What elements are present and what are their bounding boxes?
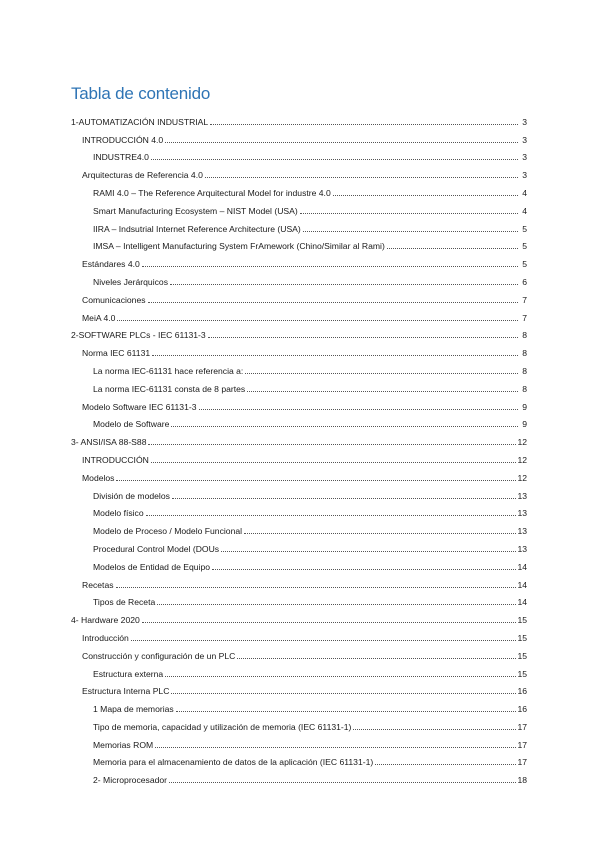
toc-entry-page-number[interactable]: 3 xyxy=(522,116,527,127)
toc-leader-dots xyxy=(155,746,516,748)
toc-leader-dots xyxy=(247,390,518,392)
toc-entry-label[interactable]: MeiA 4.0 xyxy=(82,312,116,323)
toc-entry-label[interactable]: Construcción y configuración de un PLC xyxy=(82,650,236,661)
toc-entry-label[interactable]: Modelo Software IEC 61131-3 xyxy=(82,401,197,412)
toc-entry[interactable] xyxy=(71,750,527,768)
toc-leader-dots xyxy=(205,176,518,178)
toc-entry-label[interactable]: Modelo de Proceso / Modelo Funcional xyxy=(93,526,243,537)
toc-entry-page-number[interactable]: 8 xyxy=(522,348,527,359)
toc-entry-page-number[interactable]: 3 xyxy=(522,134,527,145)
toc-entry-label[interactable]: IIRA – Indsutrial Internet Reference Architecture (USA) xyxy=(93,223,301,234)
toc-entry-label[interactable]: INTRODUCCIÓN xyxy=(82,454,149,465)
toc-leader-dots xyxy=(210,123,518,125)
toc-entry-page-number[interactable]: 7 xyxy=(522,312,527,323)
toc-leader-dots xyxy=(148,301,518,303)
toc-entry-label[interactable]: Tipos de Receta xyxy=(93,597,156,608)
toc-entry-label[interactable]: INDUSTRE4.0 xyxy=(93,152,149,163)
toc-leader-dots xyxy=(221,550,516,552)
toc-entry[interactable] xyxy=(71,501,527,519)
toc-entry-label[interactable]: 2-SOFTWARE PLCs - IEC 61131-3 xyxy=(71,330,206,341)
toc-entry-label[interactable]: Modelo de Software xyxy=(93,419,170,430)
toc-leader-dots xyxy=(146,514,517,516)
toc-entry-page-number[interactable]: 4 xyxy=(522,205,527,216)
toc-leader-dots xyxy=(151,158,518,160)
toc-entry-page-number[interactable]: 14 xyxy=(517,561,527,572)
toc-entry-page-number[interactable]: 13 xyxy=(517,526,527,537)
toc-entry[interactable] xyxy=(71,340,527,358)
toc-leader-dots xyxy=(172,497,517,499)
toc-entry-page-number[interactable]: 9 xyxy=(522,401,527,412)
toc-entry-label[interactable]: Tipo de memoria, capacidad y utilización de memoria (IEC 61131-1) xyxy=(93,721,352,732)
toc-entry[interactable] xyxy=(71,358,527,376)
toc-entry-page-number[interactable]: 16 xyxy=(517,704,527,715)
toc-entry-label[interactable]: Estructura externa xyxy=(93,668,164,679)
toc-entry[interactable] xyxy=(71,127,527,145)
toc-entry-page-number[interactable]: 15 xyxy=(517,632,527,643)
toc-leader-dots xyxy=(152,354,518,356)
toc-entry-label[interactable]: 4- Hardware 2020 xyxy=(71,615,140,626)
toc-entry-label[interactable]: Arquitecturas de Referencia 4.0 xyxy=(82,170,203,181)
toc-leader-dots xyxy=(116,479,516,481)
toc-leader-dots xyxy=(169,781,516,783)
toc-entry-label[interactable]: La norma IEC-61131 hace referencia a: xyxy=(93,365,244,376)
toc-leader-dots xyxy=(165,675,516,677)
toc-entry-label[interactable]: INTRODUCCIÓN 4.0 xyxy=(82,134,164,145)
toc-entry-label[interactable]: División de modelos xyxy=(93,490,170,501)
toc-leader-dots xyxy=(375,763,516,765)
toc-entry[interactable] xyxy=(71,180,527,198)
toc-entry-page-number[interactable]: 14 xyxy=(517,579,527,590)
toc-entry[interactable] xyxy=(71,323,527,341)
toc-entry-label[interactable]: Procedural Control Model (DOUs xyxy=(93,543,220,554)
toc-leader-dots xyxy=(387,247,518,249)
toc-entry-page-number[interactable]: 5 xyxy=(522,241,527,252)
toc-leader-dots xyxy=(117,319,518,321)
toc-entry-page-number[interactable]: 6 xyxy=(522,276,527,287)
toc-leader-dots xyxy=(244,532,516,534)
toc-entry-page-number[interactable]: 9 xyxy=(522,419,527,430)
toc-entry[interactable] xyxy=(71,412,527,430)
toc-entry-page-number[interactable]: 17 xyxy=(517,721,527,732)
toc-entry-page-number[interactable]: 14 xyxy=(517,597,527,608)
toc-entry[interactable] xyxy=(71,216,527,234)
toc-entry-label[interactable]: Recetas xyxy=(82,579,114,590)
toc-leader-dots xyxy=(333,194,518,196)
toc-entry-page-number[interactable]: 12 xyxy=(517,454,527,465)
toc-entry[interactable] xyxy=(71,661,527,679)
toc-entry-page-number[interactable]: 13 xyxy=(517,508,527,519)
toc-entry-page-number[interactable]: 17 xyxy=(517,739,527,750)
toc-entry-page-number[interactable]: 5 xyxy=(522,223,527,234)
toc-entry-label[interactable]: Modelos xyxy=(82,472,115,483)
toc-entry[interactable] xyxy=(71,287,527,305)
toc-entry[interactable] xyxy=(71,483,527,501)
toc-leader-dots xyxy=(131,639,517,641)
toc-entry[interactable] xyxy=(71,162,527,180)
toc-entry-label[interactable]: Smart Manufacturing Ecosystem – NIST Model (USA) xyxy=(93,205,298,216)
toc-entry-page-number[interactable]: 15 xyxy=(517,650,527,661)
toc-entry-label[interactable]: 1-AUTOMATIZACIÓN INDUSTRIAL xyxy=(71,116,209,127)
toc-entry-page-number[interactable]: 12 xyxy=(517,472,527,483)
toc-entry-label[interactable]: Modelos de Entidad de Equipo xyxy=(93,561,211,572)
toc-leader-dots xyxy=(142,265,518,267)
toc-leader-dots xyxy=(142,621,517,623)
toc-entry-label[interactable]: Memorias ROM xyxy=(93,739,154,750)
toc-entry[interactable] xyxy=(71,269,527,287)
toc-entry-page-number[interactable]: 8 xyxy=(522,365,527,376)
toc-entry-label[interactable]: La norma IEC-61131 consta de 8 partes xyxy=(93,383,246,394)
toc-entry-label[interactable]: Comunicaciones xyxy=(82,294,146,305)
toc-entry-label[interactable]: Niveles Jerárquicos xyxy=(93,276,168,287)
toc-leader-dots xyxy=(199,408,519,410)
toc-leader-dots xyxy=(148,443,516,445)
toc-entry[interactable] xyxy=(71,572,527,590)
toc-entry-page-number[interactable]: 15 xyxy=(517,668,527,679)
toc-entry-label[interactable]: IMSA – Intelligent Manufacturing System FrAmework (Chino/Similar al Rami) xyxy=(93,241,385,252)
toc-entry-page-number[interactable]: 18 xyxy=(517,775,527,786)
toc-entry[interactable] xyxy=(71,714,527,732)
toc-entry-page-number[interactable]: 12 xyxy=(517,437,527,448)
toc-entry[interactable] xyxy=(71,465,527,483)
toc-leader-dots xyxy=(157,603,516,605)
toc-entry-label[interactable]: 1 Mapa de memorias xyxy=(93,704,174,715)
toc-entry[interactable] xyxy=(71,394,527,412)
toc-entry[interactable] xyxy=(71,109,527,127)
toc-leader-dots xyxy=(208,336,518,338)
toc-entry-page-number[interactable]: 16 xyxy=(517,686,527,697)
toc-leader-dots xyxy=(170,283,518,285)
toc-entry[interactable] xyxy=(71,554,527,572)
toc-entry[interactable] xyxy=(71,305,527,323)
toc-entry[interactable] xyxy=(71,590,527,608)
toc-entry-label[interactable]: 2- Microprocesador xyxy=(93,775,168,786)
toc-entry-label[interactable]: 3- ANSI/ISA 88-S88 xyxy=(71,437,147,448)
toc-leader-dots xyxy=(116,586,517,588)
toc-entry-label[interactable]: Introducción xyxy=(82,632,129,643)
toc-entry[interactable] xyxy=(71,447,527,465)
toc-entry-label[interactable]: RAMI 4.0 – The Reference Arquitectural Model for industre 4.0 xyxy=(93,187,331,198)
toc-entry-page-number[interactable]: 8 xyxy=(522,383,527,394)
toc-entry-page-number[interactable]: 4 xyxy=(522,187,527,198)
toc-entry[interactable] xyxy=(71,234,527,252)
toc-leader-dots xyxy=(245,372,518,374)
toc-entry[interactable] xyxy=(71,198,527,216)
toc-entry[interactable] xyxy=(71,643,527,661)
toc-leader-dots xyxy=(165,141,518,143)
toc-leader-dots xyxy=(212,568,516,570)
toc-entry-page-number[interactable]: 5 xyxy=(522,259,527,270)
toc-entry[interactable] xyxy=(71,696,527,714)
toc-entry[interactable] xyxy=(71,679,527,697)
toc-entry-label[interactable]: Estructura Interna PLC xyxy=(82,686,170,697)
toc-entry-page-number[interactable]: 15 xyxy=(517,615,527,626)
toc-entry-label[interactable]: Modelo físico xyxy=(93,508,144,519)
toc-leader-dots xyxy=(171,425,518,427)
toc-entry-page-number[interactable]: 17 xyxy=(517,757,527,768)
toc-entry[interactable] xyxy=(71,536,527,554)
toc-entry[interactable] xyxy=(71,145,527,163)
toc-leader-dots xyxy=(151,461,517,463)
toc-entry[interactable] xyxy=(71,429,527,447)
toc-entry-page-number[interactable]: 3 xyxy=(522,170,527,181)
toc-entry-page-number[interactable]: 13 xyxy=(517,543,527,554)
toc-entry-label[interactable]: Memoria para el almacenamiento de datos de la aplicación (IEC 61131-1) xyxy=(93,757,374,768)
toc-leader-dots xyxy=(237,657,516,659)
toc-entry[interactable] xyxy=(71,251,527,269)
toc-entry-label[interactable]: Estándares 4.0 xyxy=(82,259,140,270)
toc-entry[interactable] xyxy=(71,607,527,625)
toc-leader-dots xyxy=(300,212,518,214)
toc-title: Tabla de contenido xyxy=(71,84,211,103)
toc-leader-dots xyxy=(176,710,517,712)
toc-entry-page-number[interactable]: 7 xyxy=(522,294,527,305)
toc-entry[interactable] xyxy=(71,767,527,785)
toc-entry[interactable] xyxy=(71,732,527,750)
toc-leader-dots xyxy=(303,230,518,232)
toc-entry[interactable] xyxy=(71,518,527,536)
toc-entry-page-number[interactable]: 13 xyxy=(517,490,527,501)
toc-entry[interactable] xyxy=(71,376,527,394)
toc-entry-page-number[interactable]: 3 xyxy=(522,152,527,163)
toc-leader-dots xyxy=(353,728,516,730)
toc-entry-page-number[interactable]: 8 xyxy=(522,330,527,341)
toc-entry[interactable] xyxy=(71,625,527,643)
toc-entry-label[interactable]: Norma IEC 61131 xyxy=(82,348,151,359)
toc-leader-dots xyxy=(171,692,516,694)
table-of-contents xyxy=(71,109,527,785)
